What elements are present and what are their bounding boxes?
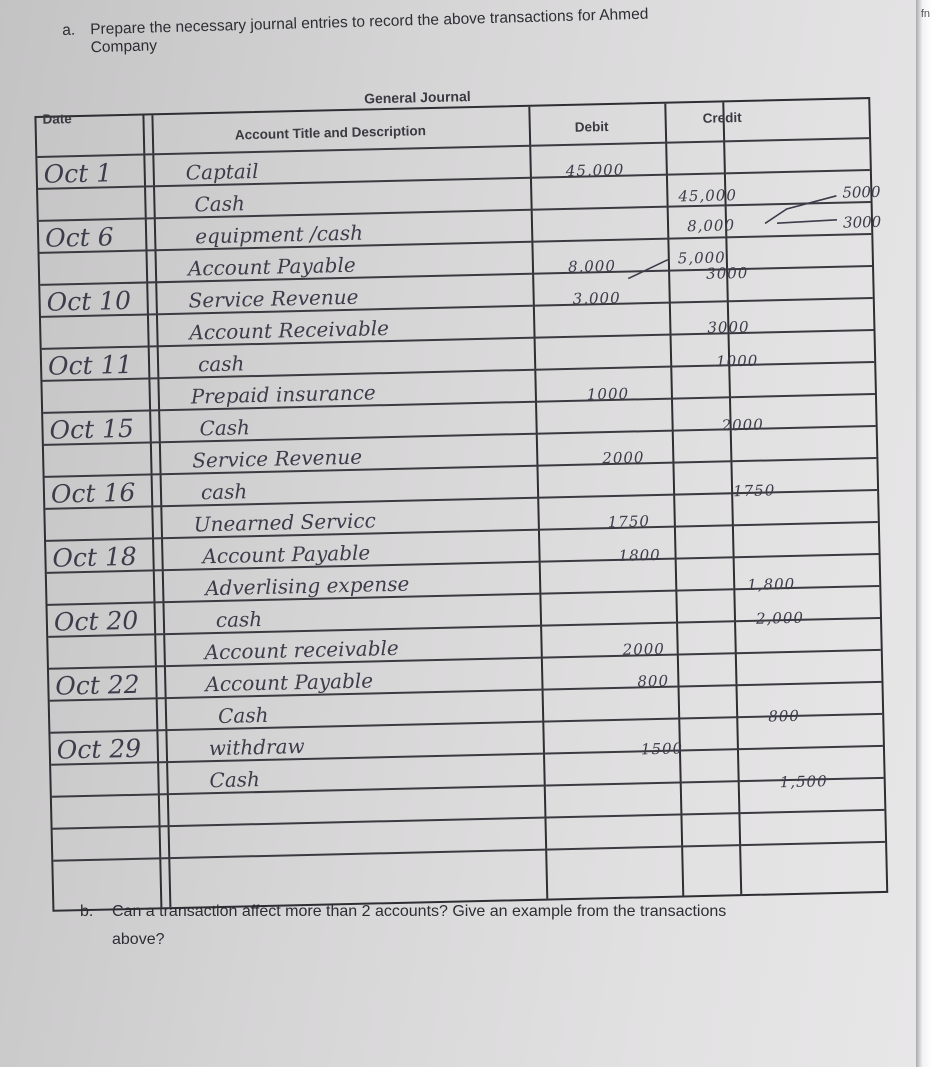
account-cell: withdraw — [208, 734, 305, 761]
question-a-text-line1: Prepare the necessary journal entries to record the above transactions for Ahmed — [89, 5, 649, 39]
account-cell: cash — [215, 606, 263, 633]
date-cell: Oct 20 — [53, 605, 139, 637]
account-cell: Account Payable — [205, 668, 374, 697]
account-cell: Cash — [217, 702, 269, 728]
header-date: Date — [42, 111, 72, 127]
header-debit: Debit — [574, 118, 609, 135]
account-cell: Cash — [209, 767, 261, 793]
arrow-stroke — [777, 220, 837, 223]
credit-cell: 8,000 — [686, 216, 736, 236]
account-cell: Cash — [199, 415, 251, 441]
date-cell: Oct 6 — [44, 222, 114, 253]
debit-cell: 3,000 — [572, 288, 621, 308]
credit-cell: 1,800 — [747, 574, 796, 594]
debit-cell: 2000 — [622, 639, 666, 659]
debit-cell: 1500 — [640, 739, 684, 759]
header-credit: Credit — [702, 109, 742, 126]
debit-cell: 2000 — [602, 448, 645, 468]
account-cell: Captail — [185, 158, 259, 185]
account-cell: Service Revenue — [188, 284, 359, 313]
journal-title: General Journal — [363, 88, 471, 107]
credit-cell: 1,500 — [779, 772, 828, 792]
question-a-text-line2: Company — [90, 37, 158, 57]
debit-cell: 1000 — [586, 384, 630, 404]
account-cell: equipment /cash — [194, 220, 364, 249]
corner-mark: fn — [920, 8, 930, 20]
account-cell: Adverlising expense — [204, 571, 410, 601]
date-cell: Oct 16 — [50, 477, 136, 509]
credit-cell: 45,000 — [678, 186, 738, 206]
arrow-stroke — [764, 196, 837, 224]
handwritten-arrows — [34, 79, 888, 912]
account-cell: Account Receivable — [189, 316, 390, 345]
account-cell: Account Payable — [187, 252, 356, 281]
account-cell: Account receivable — [204, 635, 399, 665]
debit-cell: 800 — [637, 671, 670, 691]
account-cell: Account Payable — [202, 540, 371, 569]
account-cell: Cash — [194, 191, 246, 217]
question-b — [80, 898, 880, 954]
general-journal — [34, 79, 888, 912]
header-account: Account Title and Description — [234, 123, 427, 143]
account-cell: Unearned Servicc — [193, 508, 377, 537]
credit-cell: 800 — [768, 706, 801, 726]
date-cell: Oct 29 — [56, 733, 142, 765]
margin-note: 3000 — [842, 212, 882, 232]
date-cell: Oct 15 — [49, 413, 135, 445]
date-cell: Oct 18 — [52, 541, 138, 573]
page-edge — [916, 0, 932, 1067]
date-cell: Oct 22 — [55, 669, 140, 701]
account-cell: Service Revenue — [191, 444, 363, 473]
account-cell: Prepaid insurance — [190, 380, 377, 409]
credit-cell: 3000 — [705, 263, 749, 283]
credit-cell: 1750 — [732, 481, 776, 501]
date-cell: Oct 11 — [47, 349, 133, 381]
question-b-label: b. — [80, 903, 94, 920]
debit-cell: 45,000 — [565, 160, 625, 180]
question-b-text-line2: above? — [112, 931, 165, 948]
credit-cell: 2000 — [721, 415, 764, 435]
account-cell: cash — [197, 351, 245, 377]
account-cell: cash — [200, 479, 248, 505]
credit-cell: 2,000 — [755, 608, 805, 628]
margin-note: 5000 — [842, 182, 881, 202]
debit-cell: 1800 — [618, 545, 661, 565]
date-cell: Oct 10 — [46, 285, 132, 317]
credit-cell: 5,000 — [677, 248, 726, 268]
credit-cell: 1000 — [715, 351, 759, 371]
debit-cell: 1750 — [607, 512, 651, 532]
date-cell: Oct 1 — [43, 158, 113, 189]
credit-cell: 3000 — [707, 317, 750, 337]
question-b-text-line1: Can a transaction affect more than 2 accounts? Give an example from the transactions — [112, 903, 727, 920]
arrow-stroke — [628, 260, 668, 279]
question-a-label: a. — [62, 21, 76, 39]
debit-cell: 8,000 — [567, 256, 617, 276]
